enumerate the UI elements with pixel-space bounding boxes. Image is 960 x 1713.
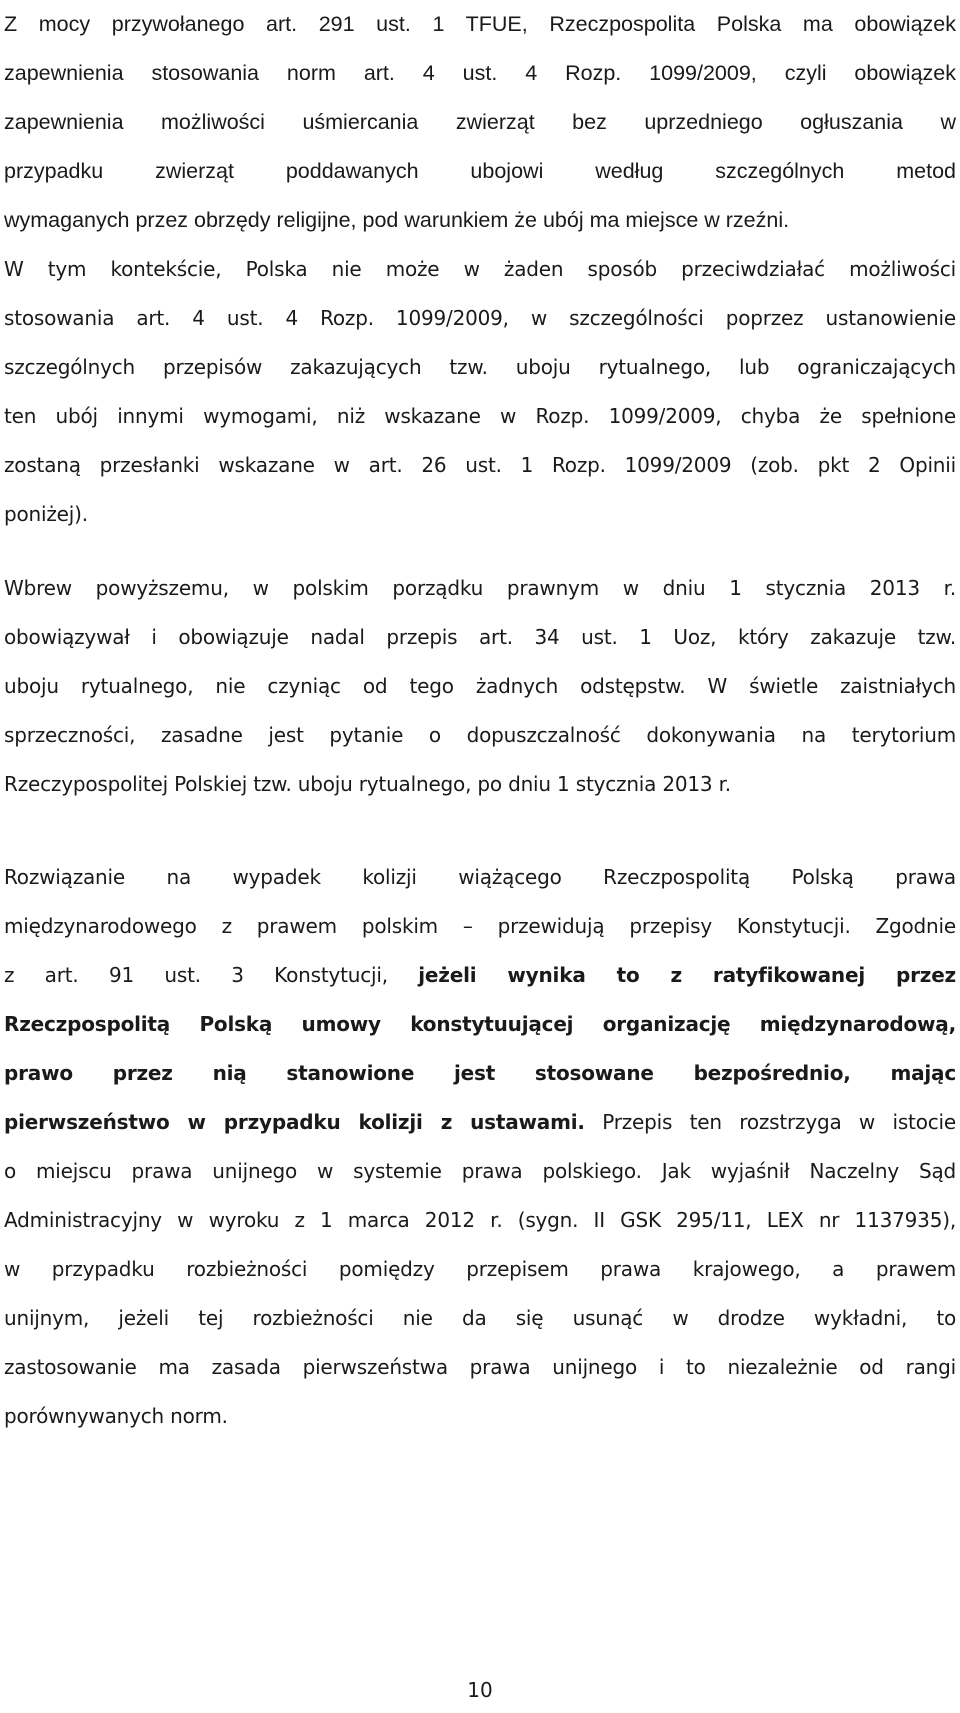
text-line: Rzeczypospolitej Polskiej tzw. uboju rytualnego, po dniu 1 stycznia 2013 r. (4, 772, 731, 796)
paragraph-1-part-a (4, 0, 956, 196)
bold-text-line (4, 1049, 956, 1098)
bold-text-run: jeżeli wynika to z ratyfikowanej przez (418, 963, 956, 987)
text-line: Rozwiązanie na wypadek kolizji wiążącego Rzeczpospolitą Polską prawa (4, 865, 956, 889)
text-line: wymaganych przez obrzędy religijne, pod warunkiem że ubój ma miejsce w rzeźni. (4, 208, 790, 232)
text-line: Wbrew powyższemu, w polskim porządku prawnym w dniu 1 stycznia 2013 r. (4, 576, 956, 600)
text-run: Przepis ten rozstrzyga w istocie (584, 1110, 956, 1134)
text-line: W tym kontekście, Polska nie może w żaden sposób przeciwdziałać możliwości (4, 257, 956, 281)
text-line: uboju rytualnego, nie czyniąc od tego żadnych odstępstw. W świetle zaistniałych (4, 674, 956, 698)
paragraph-1-part-b (4, 196, 956, 539)
text-line: w przypadku rozbieżności pomiędzy przepisem prawa krajowego, a prawem (4, 1257, 956, 1281)
text-line: sprzeczności, zasadne jest pytanie o dopuszczalność dokonywania na terytorium (4, 723, 956, 747)
text-line: zapewnienia stosowania norm art. 4 ust. 4 Rozp. 1099/2009, czyli obowiązek (4, 61, 956, 85)
text-line: zapewnienia możliwości uśmiercania zwierząt bez uprzedniego ogłuszania w (4, 110, 956, 134)
text-line: szczególnych przepisów zakazujących tzw. uboju rytualnego, lub ograniczających (4, 355, 956, 379)
text-line-mixed (4, 1098, 956, 1147)
page-number: 10 (467, 1678, 493, 1702)
text-line: o miejscu prawa unijnego w systemie prawa polskiego. Jak wyjaśnił Naczelny Sąd (4, 1159, 956, 1183)
text-line: Administracyjny w wyroku z 1 marca 2012 r. (sygn. II GSK 295/11, LEX nr 1137935), (4, 1208, 956, 1232)
text-line: Z mocy przywołanego art. 291 ust. 1 TFUE, Rzeczpospolita Polska ma obowiązek (4, 12, 956, 36)
text-line: stosowania art. 4 ust. 4 Rozp. 1099/2009, w szczególności poprzez ustanowienie (4, 306, 956, 330)
document-page (4, 0, 956, 1713)
text-line: unijnym, jeżeli tej rozbieżności nie da się usunąć w drodze wykładni, to (4, 1306, 956, 1330)
text-line: przypadku zwierząt poddawanych ubojowi według szczególnych metod (4, 159, 956, 183)
text-line: zostaną przesłanki wskazane w art. 26 ust. 1 Rozp. 1099/2009 (zob. pkt 2 Opinii (4, 453, 956, 477)
text-line: obowiązywał i obowiązuje nadal przepis art. 34 ust. 1 Uoz, który zakazuje tzw. (4, 625, 956, 649)
text-line: porównywanych norm. (4, 1404, 228, 1428)
paragraph-2 (4, 564, 956, 809)
text-line-mixed (4, 951, 956, 1000)
bold-text-line (4, 1000, 956, 1049)
bold-text-run: Rzeczpospolitą Polską umowy konstytuującej organizację międzynarodową, (4, 1012, 956, 1036)
text-line: ten ubój innymi wymogami, niż wskazane w Rozp. 1099/2009, chyba że spełnione (4, 404, 956, 428)
paragraph-3 (4, 853, 956, 1441)
text-line: poniżej). (4, 502, 88, 526)
bold-text-run: pierwszeństwo w przypadku kolizji z ustawami. (4, 1110, 585, 1134)
text-line: zastosowanie ma zasada pierwszeństwa prawa unijnego i to niezależnie od rangi (4, 1355, 956, 1379)
bold-text-run: prawo przez nią stanowione jest stosowane bezpośrednio, mając (4, 1061, 956, 1085)
text-run: z art. 91 ust. 3 Konstytucji, (4, 963, 419, 987)
text-line: międzynarodowego z prawem polskim – przewidują przepisy Konstytucji. Zgodnie (4, 914, 956, 938)
